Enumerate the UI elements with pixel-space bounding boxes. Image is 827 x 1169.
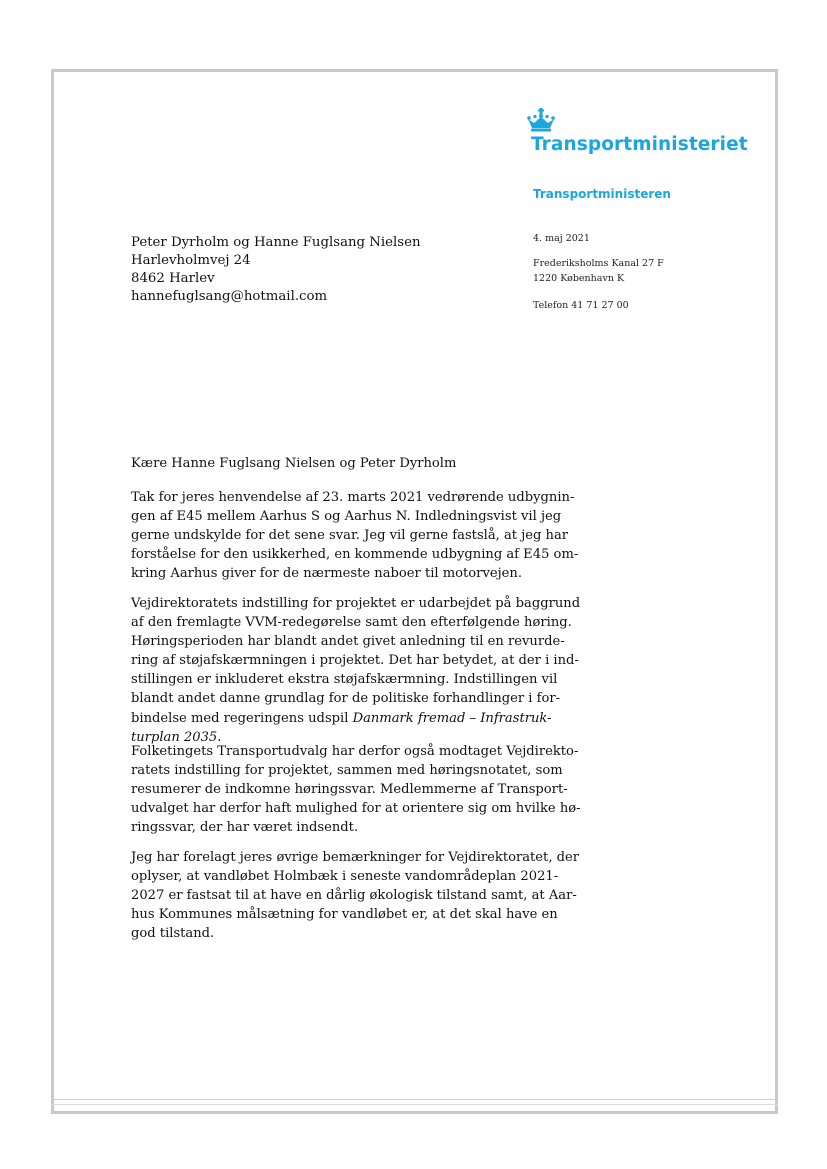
recipient-address	[131, 234, 421, 306]
page-edge-shadow	[51, 1104, 778, 1105]
paragraph-3	[131, 742, 581, 837]
text-line: stillingen er inkluderet ekstra støjafskærmning. Indstillingen vil	[131, 672, 558, 688]
text-line: af den fremlagte VVM-redegørelse samt den efterfølgende høring.	[131, 615, 572, 631]
text-segment: .	[217, 729, 222, 745]
text-line: Jeg har forelagt jeres øvrige bemærkninger for Vejdirektoratet, der	[131, 850, 580, 865]
text-line: gerne undskylde for det sene svar. Jeg vil gerne fastslå, at jeg har	[131, 528, 569, 544]
publication-title: Danmark fremad – Infrastruk-	[352, 710, 552, 726]
text-line: 2027 er fastsat til at have en dårlig økologisk tilstand samt, at Aar-	[131, 888, 577, 904]
recipient-names: Peter Dyrholm og Hanne Fuglsang Nielsen	[131, 235, 421, 250]
letter-date: 4. maj 2021	[533, 233, 590, 244]
text-line: Vejdirektoratets indstilling for projektet er udarbejdet på baggrund	[131, 596, 581, 611]
crown-icon	[526, 108, 556, 132]
text-line: Høringsperioden har blandt andet givet anledning til en revurde-	[131, 634, 565, 650]
text-line: kring Aarhus giver for de nærmeste naboer til motorvejen.	[131, 566, 522, 582]
text-segment: bindelse med regeringens udspil	[131, 710, 353, 726]
sender-address-line1: Frederiksholms Kanal 27 F	[533, 258, 664, 269]
paragraph-2	[131, 594, 581, 747]
paragraph-4	[131, 848, 580, 943]
text-line	[131, 709, 552, 728]
text-line: resumerer de indkomne høringssvar. Medlemmerne af Transport-	[131, 782, 568, 798]
text-line: ratets indstilling for projektet, sammen med høringsnotatet, som	[131, 763, 563, 779]
ministry-name: Transportministeriet	[531, 134, 748, 155]
text-line: Folketingets Transportudvalg har derfor også modtaget Vejdirekto-	[131, 744, 579, 759]
text-line: forståelse for den usikkerhed, en kommende udbygning af E45 om-	[131, 547, 579, 563]
text-line: udvalget har derfor haft mulighed for at orientere sig om hvilke hø-	[131, 801, 581, 817]
text-line: ringssvar, der har været indsendt.	[131, 820, 359, 836]
page-frame	[51, 69, 778, 1114]
sender-address-line2: 1220 København K	[533, 273, 625, 284]
text-line: god tilstand.	[131, 926, 215, 942]
page-edge	[51, 1099, 778, 1100]
paragraph-1	[131, 488, 579, 583]
text-line: ring af støjafskærmningen i projektet. Det har betydet, at der i ind-	[131, 653, 579, 669]
sender-phone: Telefon 41 71 27 00	[533, 300, 629, 311]
text-line: blandt andet danne grundlag for de politiske forhandlinger i for-	[131, 691, 561, 707]
text-line: gen af E45 mellem Aarhus S og Aarhus N. Indledningsvist vil jeg	[131, 509, 562, 525]
sender-title: Transportministeren	[533, 187, 671, 201]
recipient-city: 8462 Harlev	[131, 271, 215, 286]
recipient-street: Harlevholmvej 24	[131, 253, 251, 268]
text-line: hus Kommunes målsætning for vandløbet er, at det skal have en	[131, 907, 558, 923]
greeting: Kære Hanne Fuglsang Nielsen og Peter Dyrholm	[131, 456, 457, 471]
text-line: oplyser, at vandløbet Holmbæk i seneste vandområdeplan 2021-	[131, 869, 559, 885]
publication-title-cont: turplan 2035	[131, 729, 218, 745]
text-line: Tak for jeres henvendelse af 23. marts 2021 vedrørende udbygnin-	[131, 490, 575, 505]
recipient-email: hannefuglsang@hotmail.com	[131, 289, 328, 304]
